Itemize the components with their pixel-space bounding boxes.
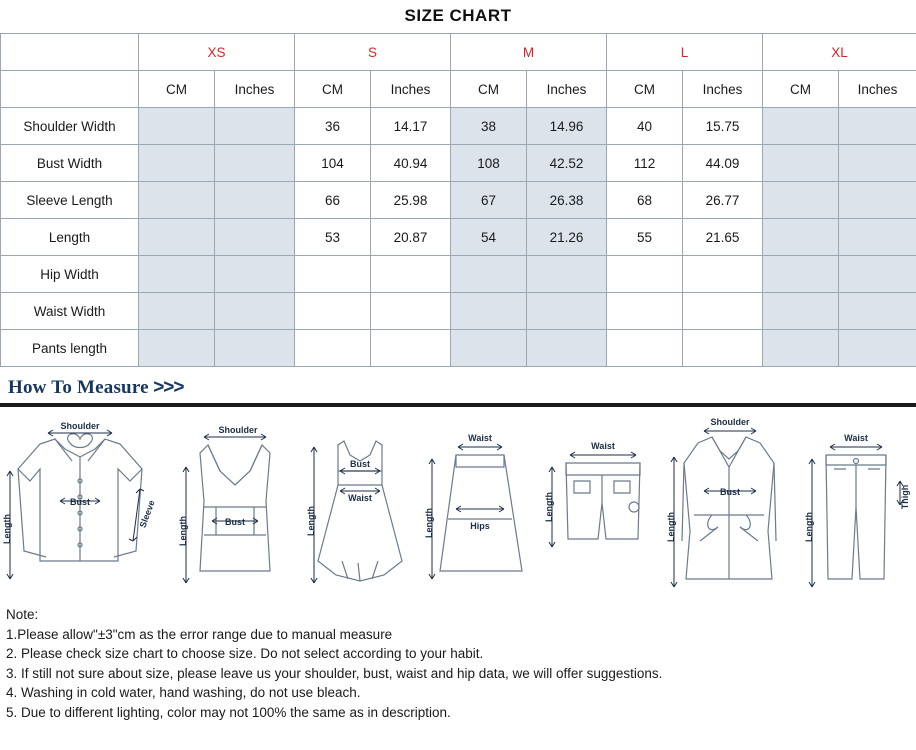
svg-text:Length: Length (544, 492, 554, 522)
cell-bust-s-in: 40.94 (371, 145, 451, 182)
cell-sleeve-xs-in (215, 182, 295, 219)
cell-length-s-cm: 53 (295, 219, 371, 256)
cell-sleeve-m-cm: 67 (451, 182, 527, 219)
cell-length-l-cm: 55 (607, 219, 683, 256)
figure-coat (660, 411, 800, 597)
cell-waist-m-in (527, 293, 607, 330)
cell-waist-xl-cm (763, 293, 839, 330)
cell-shoulder-xs-cm (139, 108, 215, 145)
corner-cell (1, 34, 139, 71)
svg-text:Waist: Waist (591, 441, 615, 451)
cell-pants-m-in (527, 330, 607, 367)
row-label-hip-width: Hip Width (1, 256, 139, 293)
cell-length-m-in: 21.26 (527, 219, 607, 256)
unit-xs-in: Inches (215, 71, 295, 108)
cell-waist-l-cm (607, 293, 683, 330)
cell-hip-xl-in (839, 256, 916, 293)
row-label-sleeve-length: Sleeve Length (1, 182, 139, 219)
unit-l-cm: CM (607, 71, 683, 108)
svg-text:Length: Length (804, 512, 814, 542)
cell-length-xs-in (215, 219, 295, 256)
row-label-bust-width: Bust Width (1, 145, 139, 182)
cell-hip-xl-cm (763, 256, 839, 293)
cell-shoulder-m-in: 14.96 (527, 108, 607, 145)
table-row (1, 330, 916, 367)
cell-hip-xs-in (215, 256, 295, 293)
svg-text:Waist: Waist (844, 433, 868, 443)
svg-text:Waist: Waist (468, 433, 492, 443)
cell-pants-xs-in (215, 330, 295, 367)
cell-bust-s-cm: 104 (295, 145, 371, 182)
svg-text:Hips: Hips (470, 521, 490, 531)
table-row (1, 219, 916, 256)
size-header-m: M (451, 34, 607, 71)
cell-shoulder-xs-in (215, 108, 295, 145)
cell-length-xl-in (839, 219, 916, 256)
svg-text:Length: Length (306, 506, 316, 536)
note-line-5: 5. Due to different lighting, color may not 100% the same as in description. (6, 704, 451, 720)
svg-text:Bust: Bust (225, 517, 245, 527)
notes-heading: Note: (6, 607, 39, 622)
figure-tank-top (170, 411, 300, 597)
note-line-1: 1.Please allow"±3"cm as the error range due to manual measure (6, 626, 393, 642)
cell-bust-l-cm: 112 (607, 145, 683, 182)
cell-bust-xl-in (839, 145, 916, 182)
cell-hip-l-cm (607, 256, 683, 293)
cell-hip-s-in (371, 256, 451, 293)
table-row (1, 108, 916, 145)
cell-length-s-in: 20.87 (371, 219, 451, 256)
cell-sleeve-xl-cm (763, 182, 839, 219)
svg-text:Waist: Waist (348, 493, 372, 503)
cell-shoulder-s-in: 14.17 (371, 108, 451, 145)
unit-xl-in: Inches (839, 71, 916, 108)
cell-bust-m-in: 42.52 (527, 145, 607, 182)
size-header-xs: XS (139, 34, 295, 71)
size-header-s: S (295, 34, 451, 71)
cell-sleeve-xl-in (839, 182, 916, 219)
cell-pants-xl-cm (763, 330, 839, 367)
page-title: SIZE CHART (404, 6, 512, 25)
cell-pants-l-in (683, 330, 763, 367)
measurement-figures (0, 407, 916, 597)
unit-l-in: Inches (683, 71, 763, 108)
unit-xl-cm: CM (763, 71, 839, 108)
cell-hip-l-in (683, 256, 763, 293)
svg-text:Length: Length (666, 512, 676, 542)
svg-text:Thigh: Thigh (900, 484, 910, 510)
unit-m-cm: CM (451, 71, 527, 108)
cell-sleeve-s-cm: 66 (295, 182, 371, 219)
cell-bust-m-cm: 108 (451, 145, 527, 182)
cell-shoulder-xl-cm (763, 108, 839, 145)
figure-dress (300, 411, 420, 597)
cell-waist-xl-in (839, 293, 916, 330)
svg-text:Sleeve: Sleeve (137, 498, 157, 530)
cell-sleeve-m-in: 26.38 (527, 182, 607, 219)
cell-sleeve-xs-cm (139, 182, 215, 219)
cell-pants-xl-in (839, 330, 916, 367)
cell-pants-s-in (371, 330, 451, 367)
unit-xs-cm: CM (139, 71, 215, 108)
cell-length-m-cm: 54 (451, 219, 527, 256)
figure-skirt (420, 411, 540, 597)
cell-shoulder-l-cm: 40 (607, 108, 683, 145)
cell-pants-xs-cm (139, 330, 215, 367)
table-row (1, 256, 916, 293)
note-line-3: 3. If still not sure about size, please leave us your shoulder, bust, waist and hip data, we will offer suggestions. (6, 665, 663, 681)
figure-blouse (0, 411, 170, 597)
cell-shoulder-l-in: 15.75 (683, 108, 763, 145)
svg-text:Length: Length (178, 516, 188, 546)
size-header-xl: XL (763, 34, 916, 71)
row-label-length: Length (1, 219, 139, 256)
cell-hip-m-cm (451, 256, 527, 293)
cell-hip-s-cm (295, 256, 371, 293)
cell-pants-s-cm (295, 330, 371, 367)
unit-s-in: Inches (371, 71, 451, 108)
table-row (1, 145, 916, 182)
svg-text:Shoulder: Shoulder (60, 421, 100, 431)
corner-cell-2 (1, 71, 139, 108)
row-label-waist-width: Waist Width (1, 293, 139, 330)
cell-bust-l-in: 44.09 (683, 145, 763, 182)
cell-length-l-in: 21.65 (683, 219, 763, 256)
cell-waist-s-in (371, 293, 451, 330)
figure-pants (800, 411, 916, 597)
cell-sleeve-l-cm: 68 (607, 182, 683, 219)
row-label-pants-length: Pants length (1, 330, 139, 367)
cell-hip-m-in (527, 256, 607, 293)
cell-bust-xs-cm (139, 145, 215, 182)
cell-hip-xs-cm (139, 256, 215, 293)
cell-shoulder-xl-in (839, 108, 916, 145)
cell-waist-s-cm (295, 293, 371, 330)
size-chart-table (0, 33, 916, 367)
cell-shoulder-m-cm: 38 (451, 108, 527, 145)
size-header-l: L (607, 34, 763, 71)
note-line-2: 2. Please check size chart to choose size. Do not select according to your habit. (6, 646, 484, 661)
unit-m-in: Inches (527, 71, 607, 108)
cell-waist-xs-in (215, 293, 295, 330)
table-row (1, 293, 916, 330)
notes-section (0, 597, 916, 722)
cell-pants-m-cm (451, 330, 527, 367)
size-header-row (1, 34, 916, 71)
table-row (1, 182, 916, 219)
cell-sleeve-l-in: 26.77 (683, 182, 763, 219)
cell-waist-m-cm (451, 293, 527, 330)
how-to-measure-section (0, 377, 916, 399)
cell-length-xl-cm (763, 219, 839, 256)
cell-sleeve-s-in: 25.98 (371, 182, 451, 219)
cell-waist-xs-cm (139, 293, 215, 330)
svg-text:Bust: Bust (720, 487, 740, 497)
svg-text:Length: Length (424, 508, 434, 538)
row-label-shoulder-width: Shoulder Width (1, 108, 139, 145)
cell-bust-xs-in (215, 145, 295, 182)
svg-text:Length: Length (2, 514, 12, 544)
how-to-measure-heading: How To Measure (8, 377, 149, 398)
figure-shorts (540, 411, 660, 597)
cell-bust-xl-cm (763, 145, 839, 182)
cell-shoulder-s-cm: 36 (295, 108, 371, 145)
cell-waist-l-in (683, 293, 763, 330)
unit-s-cm: CM (295, 71, 371, 108)
unit-header-row (1, 71, 916, 108)
svg-text:Shoulder: Shoulder (218, 425, 258, 435)
svg-text:Bust: Bust (70, 497, 90, 507)
note-line-4: 4. Washing in cold water, hand washing, do not use bleach. (6, 685, 361, 700)
cell-length-xs-cm (139, 219, 215, 256)
arrows-icon: >>> (153, 377, 184, 398)
cell-pants-l-cm (607, 330, 683, 367)
svg-text:Bust: Bust (350, 459, 370, 469)
svg-text:Shoulder: Shoulder (710, 417, 750, 427)
